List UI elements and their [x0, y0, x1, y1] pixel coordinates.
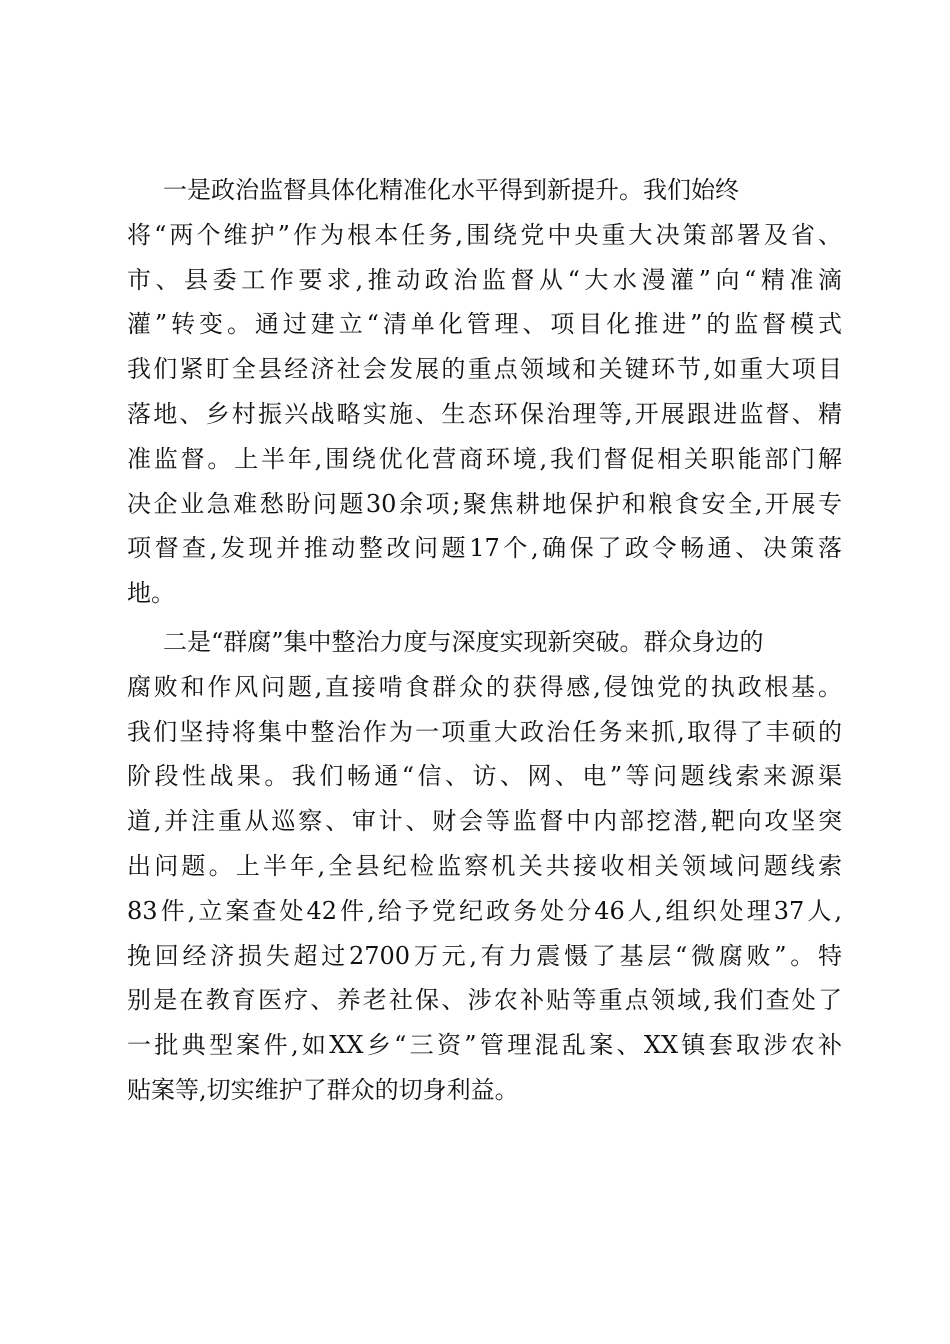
text-line: 一批典型案件,如XX乡“三资”管理混乱案、XX镇套取涉农补 — [127, 1031, 842, 1060]
paragraph-political-supervision — [127, 168, 842, 616]
text-line: 出问题。上半年,全县纪检监察机关共接收相关领域问题线索 — [127, 851, 842, 880]
text-line: 准监督。上半年,围绕优化营商环境,我们督促相关职能部门解 — [127, 444, 842, 473]
text-line: 灌”转变。通过建立“清单化管理、项目化推进”的监督模式 — [127, 310, 842, 339]
text-line: 道,并注重从巡察、审计、财会等监督中内部挖潜,靶向攻坚突 — [127, 807, 842, 836]
text-line: 别是在教育医疗、养老社保、涉农补贴等重点领域,我们查处了 — [127, 986, 842, 1015]
text-line: 贴案等,切实维护了群众的切身利益。 — [127, 1075, 519, 1104]
text-line: 决企业急难愁盼问题30余项;聚焦耕地保护和粮食安全,开展专 — [127, 489, 842, 518]
text-line: 市、县委工作要求,推动政治监督从“大水漫灌”向“精准滴 — [127, 265, 842, 294]
text-line: 一是政治监督具体化精准化水平得到新提升。我们始终 — [163, 176, 739, 204]
text-line: 落地、乡村振兴战略实施、生态环保治理等,开展跟进监督、精 — [127, 399, 842, 428]
text-line: 83件,立案查处42件,给予党纪政务处分46人,组织处理37人, — [127, 896, 842, 925]
text-line: 挽回经济损失超过2700万元,有力震慑了基层“微腐败”。特 — [127, 941, 842, 970]
text-line: 地。 — [127, 579, 175, 608]
paragraph-corruption-rectification — [127, 620, 842, 1113]
text-line: 腐败和作风问题,直接啃食群众的获得感,侵蚀党的执政根基。 — [127, 672, 842, 701]
text-line: 阶段性战果。我们畅通“信、访、网、电”等问题线索来源渠 — [127, 762, 842, 791]
text-line: 我们紧盯全县经济社会发展的重点领域和关键环节,如重大项目 — [127, 355, 842, 384]
text-line: 项督查,发现并推动整改问题17个,确保了政令畅通、决策落 — [127, 534, 842, 563]
text-line: 将“两个维护”作为根本任务,围绕党中央重大决策部署及省、 — [127, 220, 842, 249]
text-line: 二是“群腐”集中整治力度与深度实现新突破。群众身边的 — [163, 628, 764, 656]
text-line: 我们坚持将集中整治作为一项重大政治任务来抓,取得了丰硕的 — [127, 717, 842, 746]
